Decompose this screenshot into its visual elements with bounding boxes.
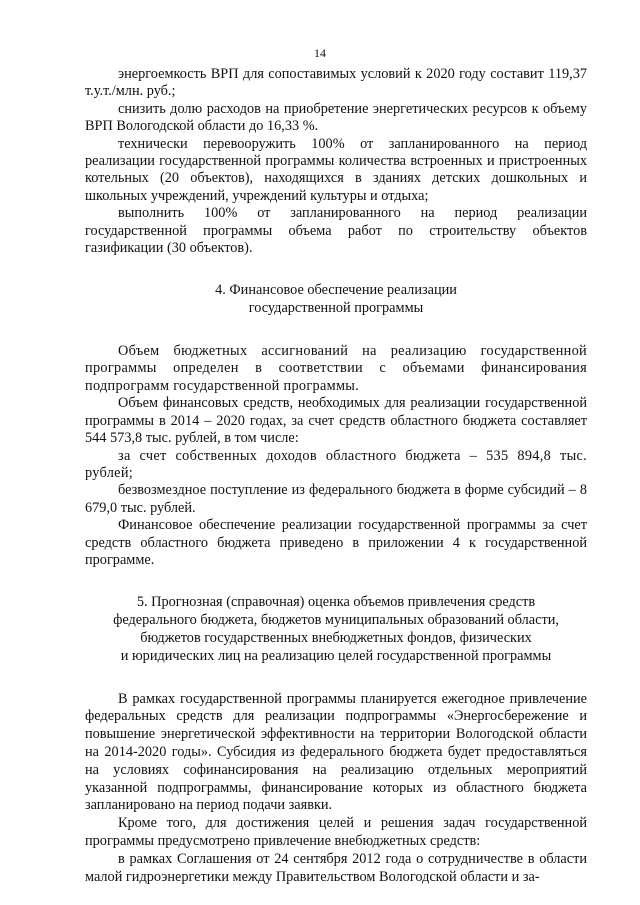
intro-item-3: технически перевооружить 100% от запланированного на период реализации государственной программы количества встроенных и пристроенных котельных (20 объектов), находящихся в зданиях детских дошкольных и школьных учреждений, учреждений культуры и отдыха; bbox=[85, 135, 587, 204]
section-5-heading bbox=[85, 594, 587, 665]
section-4-paragraph-5: Финансовое обеспечение реализации государственной программы за счет средств областного бюджета приведено в приложении 4 к государственной программе. bbox=[85, 517, 587, 568]
section-4-heading bbox=[85, 282, 587, 318]
section-5-heading-line-2: федерального бюджета, бюджетов муниципальных образований области, bbox=[113, 612, 559, 629]
page-number: 14 bbox=[314, 46, 326, 60]
section-4-paragraph-1: Объем бюджетных ассигнований на реализацию государственной программы определен в соответствии с объемами финансирования подпрограмм государственной программы. bbox=[85, 343, 587, 394]
section-4-heading-line-1: 4. Финансовое обеспечение реализации bbox=[215, 282, 457, 299]
section-5-heading-line-3: бюджетов государственных внебюджетных фондов, физических bbox=[140, 629, 532, 646]
section-4-paragraph-2: Объем финансовых средств, необходимых для реализации государственной программы в 2014 – 2020 годах, за счет средств областного бюджета составляет 544 573,8 тыс. рублей, в том числе: bbox=[85, 395, 587, 447]
section-5-paragraph-2: Кроме того, для достижения целей и решения задач государственной программы предусмотрено привлечение внебюджетных средств: bbox=[85, 815, 587, 849]
section-4-heading-line-2: государственной программы bbox=[248, 300, 424, 317]
intro-item-1: энергоемкость ВРП для сопоставимых условий к 2020 году составит 119,37 т.у.т./млн. руб.; bbox=[85, 66, 587, 100]
section-5-heading-line-1: 5. Прогнозная (справочная) оценка объемов привлечения средств bbox=[136, 594, 536, 611]
section-5-paragraph-3: в рамках Соглашения от 24 сентября 2012 года о сотрудничестве в области малой гидроэнергетики между Правительством Вологодской области и за- bbox=[85, 850, 587, 885]
intro-item-2: снизить долю расходов на приобретение энергетических ресурсов к объему ВРП Вологодской области до 16,33 %. bbox=[85, 100, 587, 135]
document-body bbox=[85, 66, 587, 886]
section-4-paragraph-4: безвозмездное поступление из федерального бюджета в форме субсидий – 8 679,0 тыс. рублей. bbox=[85, 482, 587, 516]
section-5-heading-line-4: и юридических лиц на реализацию целей государственной программы bbox=[120, 647, 552, 664]
section-4-paragraph-3: за счет собственных доходов областного бюджета – 535 894,8 тыс. рублей; bbox=[85, 447, 587, 481]
section-5-paragraph-1: В рамках государственной программы планируется ежегодное привлечение федеральных средств для реализации подпрограммы «Энергосбережение и повышение энергетической эффективности на территории Вологодской области на 2014-2020 годы». Субсидия из федерального бюджета будет предоставляться на условиях софинансирования на реализацию отдельных мероприятий указанной подпрограммы, финансирование которых из областного бюджета запланировано на период подачи заявки. bbox=[85, 690, 587, 814]
intro-item-4: выполнить 100% от запланированного на период реализации государственной программы объема работ по строительству объектов газификации (30 объектов). bbox=[85, 205, 587, 257]
